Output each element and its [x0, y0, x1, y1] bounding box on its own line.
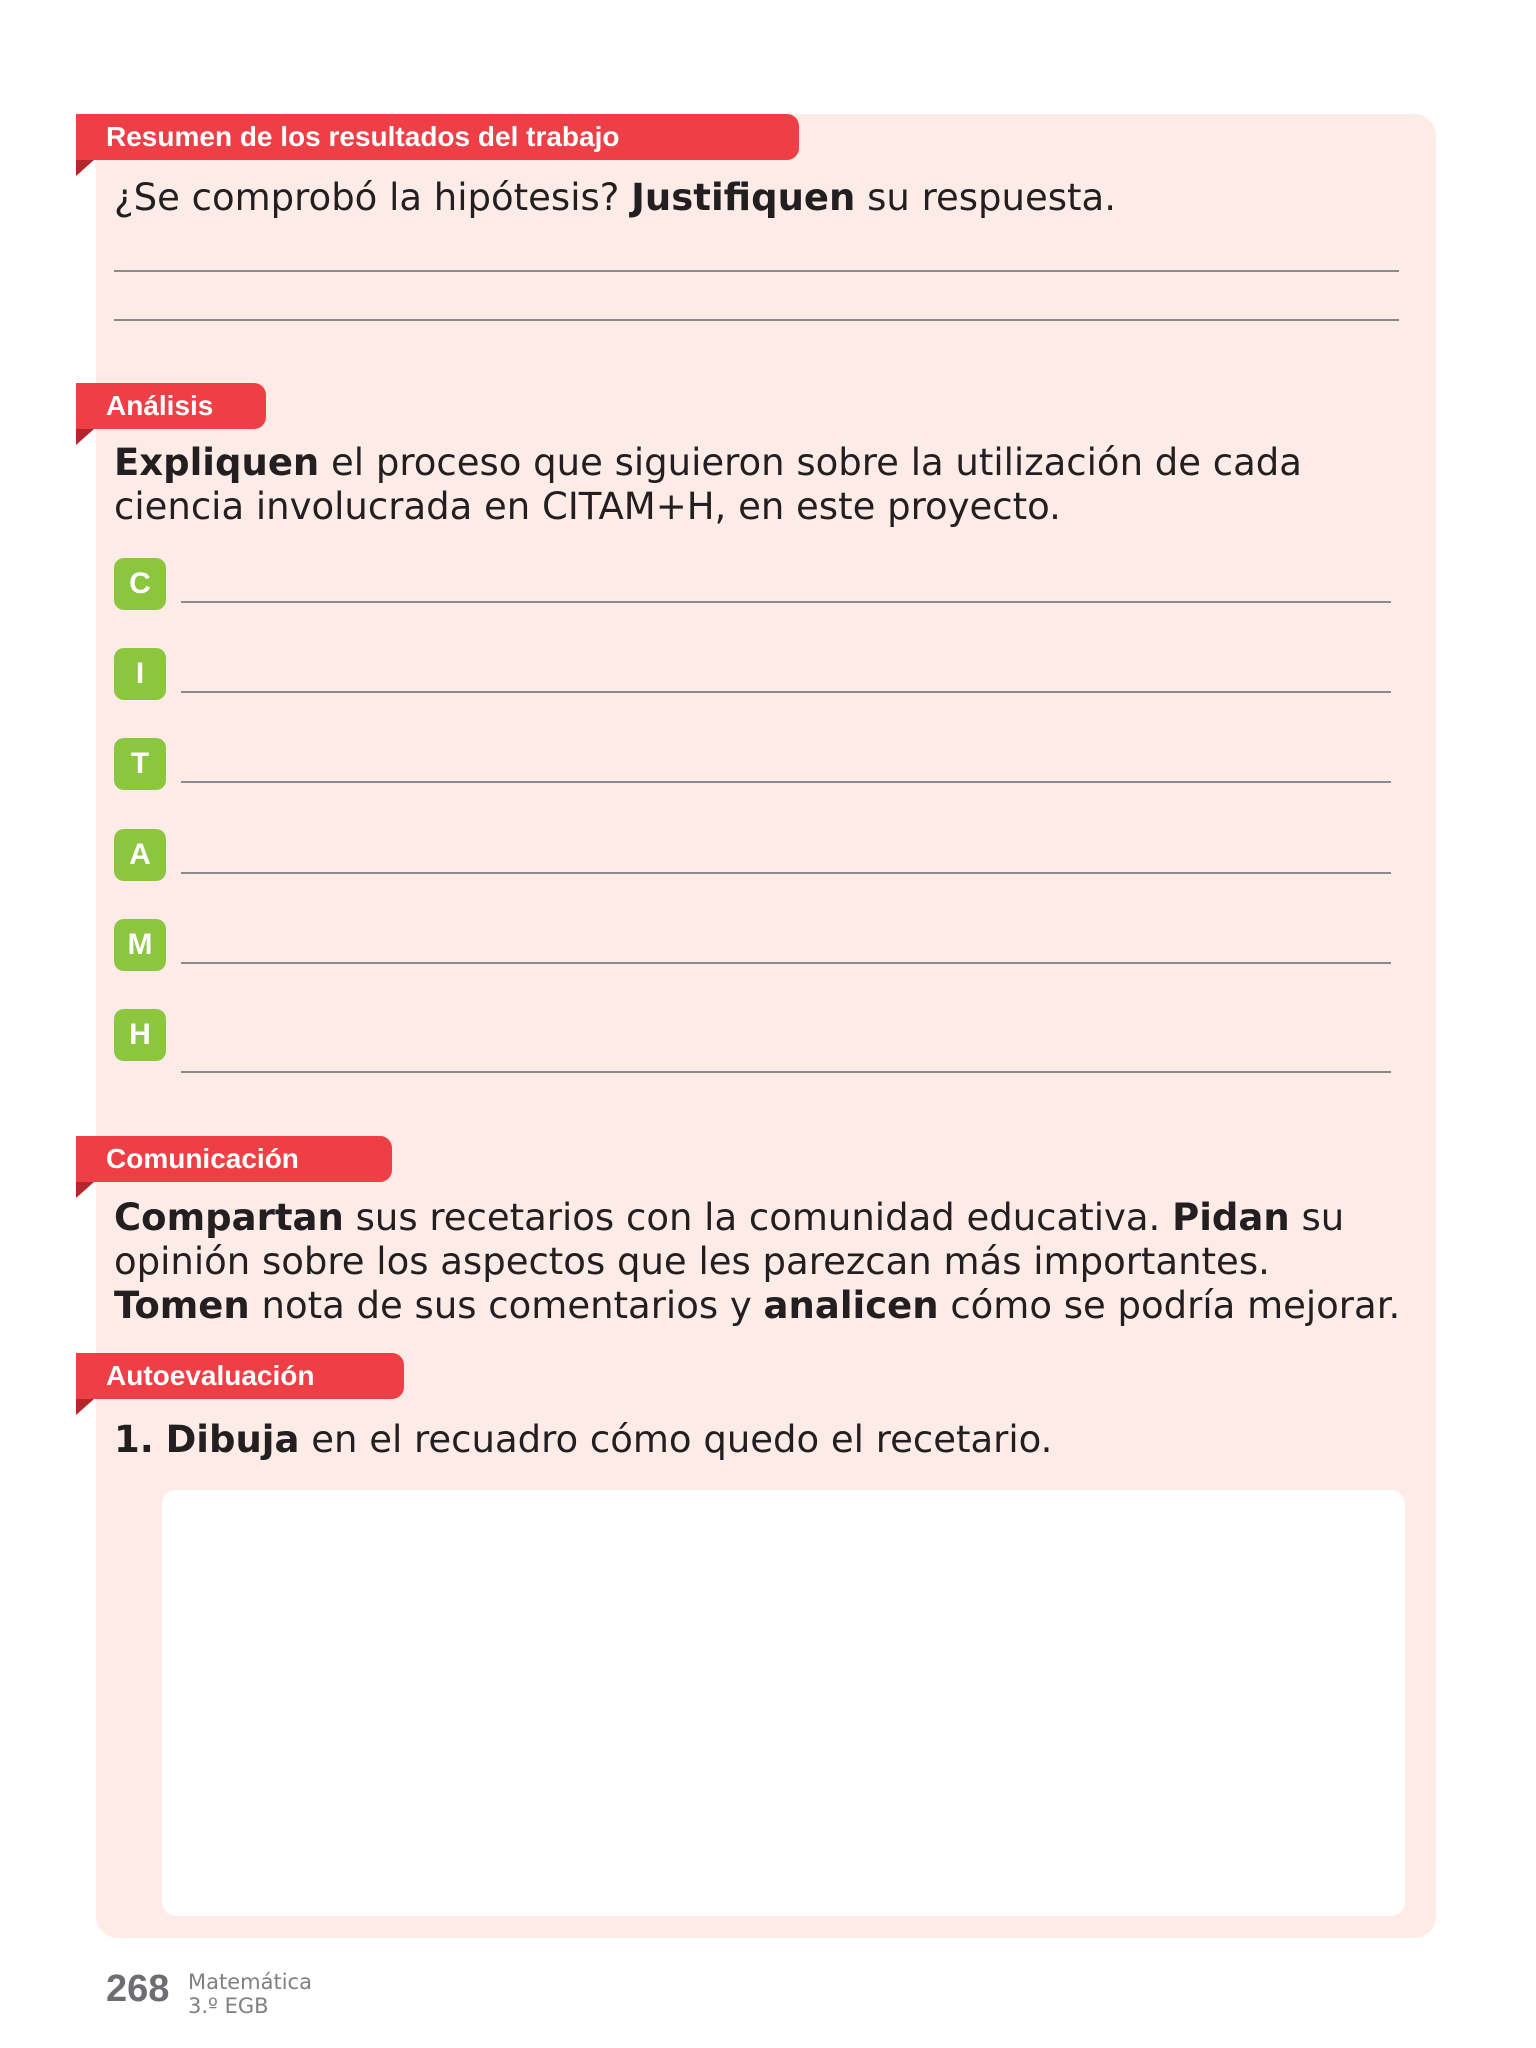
grade-level: 3.º EGB	[188, 1994, 269, 2018]
page-number: 268	[106, 1968, 170, 2010]
answer-line[interactable]	[114, 270, 1399, 272]
letter-badge-m: M	[114, 919, 166, 971]
letter-badge-c: C	[114, 558, 166, 610]
answer-line-m[interactable]	[181, 962, 1391, 964]
resumen-question: ¿Se comprobó la hipótesis? Justifiquen su respuesta.	[114, 176, 1116, 219]
answer-line[interactable]	[114, 319, 1399, 321]
letter-badge-i: I	[114, 648, 166, 700]
subject-name: Matemática	[188, 1970, 312, 1994]
section-tag-comunicacion: Comunicación	[76, 1136, 392, 1182]
letter-badge-h: H	[114, 1009, 166, 1061]
section-tag-analisis: Análisis	[76, 383, 266, 429]
subject-info	[188, 1970, 312, 2018]
answer-line-h[interactable]	[181, 1071, 1391, 1073]
answer-line-t[interactable]	[181, 781, 1391, 783]
autoevaluacion-item-1: 1. Dibuja en el recuadro cómo quedo el recetario.	[114, 1418, 1053, 1461]
comunicacion-instruction: Compartan sus recetarios con la comunidad educativa. Pidan su opinión sobre los aspectos que les parezcan más importantes. Tomen nota de sus comentarios y analicen cómo se podría mejorar.	[114, 1196, 1401, 1327]
letter-badge-a: A	[114, 829, 166, 881]
analisis-instruction: Expliquen el proceso que siguieron sobre la utilización de cada ciencia involucrada en CITAM+H, en este proyecto.	[114, 441, 1302, 528]
drawing-box[interactable]	[162, 1490, 1405, 1916]
answer-line-c[interactable]	[181, 601, 1391, 603]
answer-line-i[interactable]	[181, 691, 1391, 693]
answer-line-a[interactable]	[181, 872, 1391, 874]
section-tag-autoevaluacion: Autoevaluación	[76, 1353, 404, 1399]
section-tag-resumen: Resumen de los resultados del trabajo	[76, 114, 799, 160]
letter-badge-t: T	[114, 738, 166, 790]
